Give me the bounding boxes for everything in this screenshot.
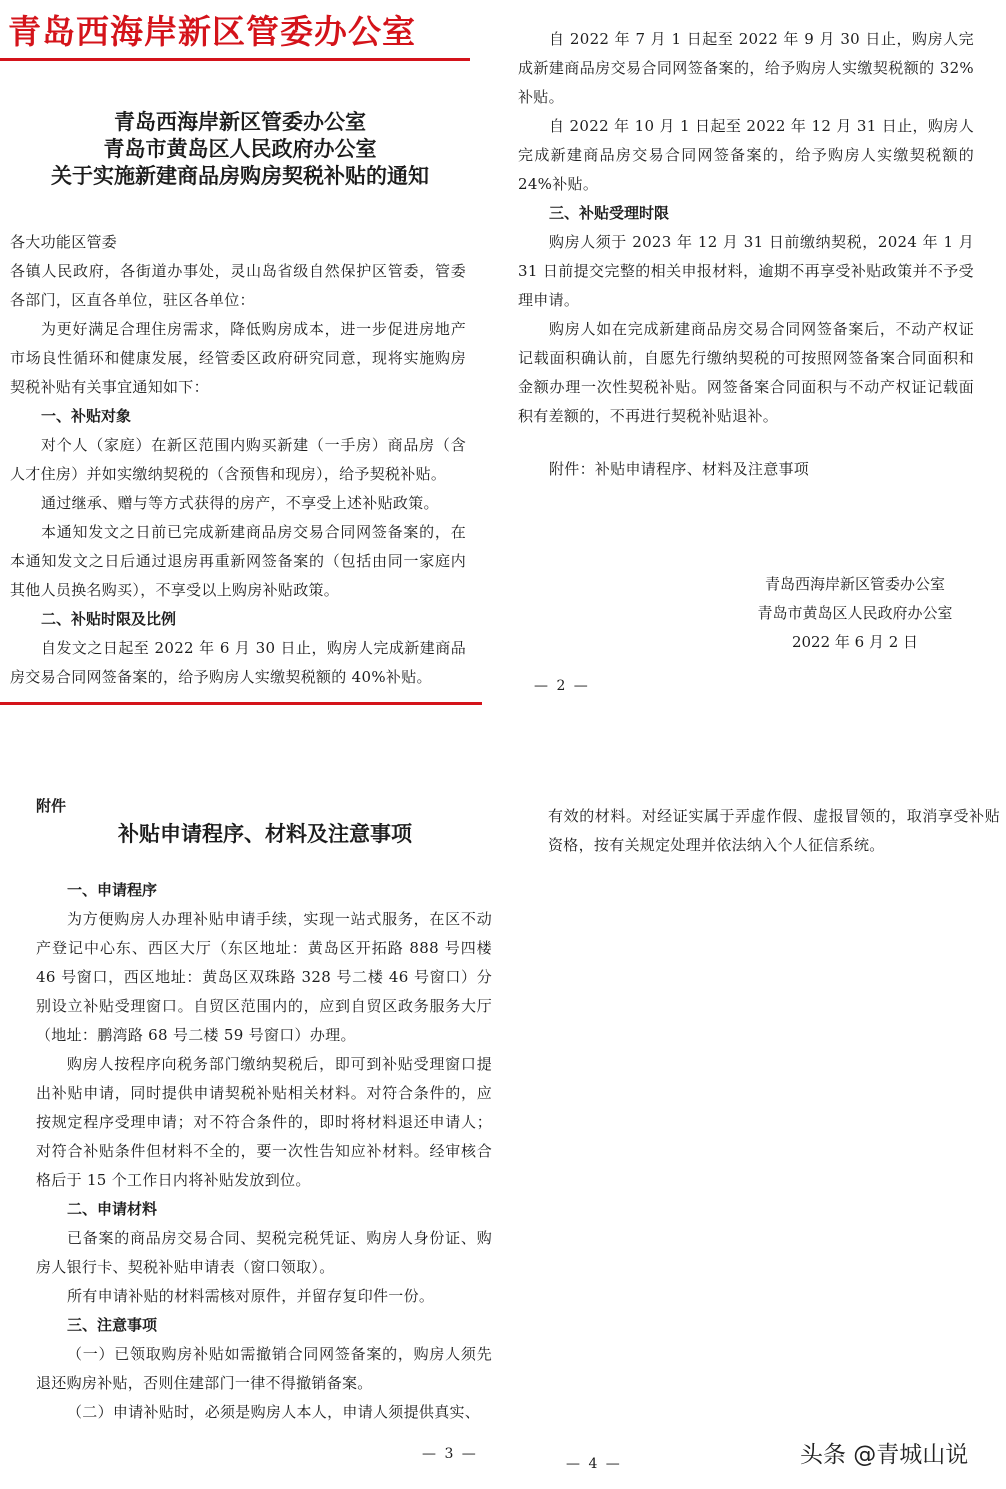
section-2-paragraph: 自 2022 年 7 月 1 日起至 2022 年 9 月 30 日止，购房人完成新建商品房交易合同网签备案的，给予购房人实缴契税额的 32%补贴。 [518, 30, 974, 106]
section-1-paragraph: 本通知发文之日前已完成新建商品房交易合同网签备案的，在本通知发文之日后通过退房再重新网签备案的（包括由同一家庭内其他人员换名购买），不享受以上购房补贴政策。 [10, 523, 466, 599]
notes-paragraph: （一）已领取购房补贴如需撤销合同网签备案的，购房人须先退还购房补贴，否则住建部门一律不得撤销备案。 [36, 1345, 492, 1392]
title-line-2: 青岛市黄岛区人民政府办公室 [103, 136, 377, 161]
title-line-1: 青岛西海岸新区管委办公室 [114, 109, 366, 134]
red-header-rule [0, 58, 470, 61]
intro-paragraph: 为更好满足合理住房需求，降低购房成本，进一步促进房地产市场良性循环和健康发展，经管委区政府研究同意，现将实施购房契税补贴有关事宜通知如下： [10, 320, 466, 396]
notes-title: 三、注意事项 [67, 1316, 158, 1334]
signer-1: 青岛西海岸新区管委办公室 [764, 575, 945, 593]
section-2-paragraph: 自发文之日起至 2022 年 6 月 30 日止，购房人完成新建商品房交易合同网签备案的，给予购房人实缴契税额的 40%补贴。 [10, 639, 466, 686]
section-2-paragraph: 自 2022 年 10 月 1 日起至 2022 年 12 月 31 日止，购房人完成新建商品房交易合同网签备案的，给予购房人实缴契税额的 24%补贴。 [518, 117, 974, 193]
section-1-paragraph: 通过继承、赠与等方式获得的房产，不享受上述补贴政策。 [41, 494, 439, 512]
page-number: — 4 — [566, 1456, 622, 1472]
materials-paragraph: 已备案的商品房交易合同、契税完税凭证、购房人身份证、购房人银行卡、契税补贴申请表（窗口领取）。 [36, 1229, 492, 1276]
sign-date: 2022 年 6 月 2 日 [791, 633, 919, 651]
document-title [20, 108, 460, 189]
red-header-title: 青岛西海岸新区管委办公室 [8, 12, 416, 51]
section-3-paragraph: 购房人须于 2023 年 12 月 31 日前缴纳契税，2024 年 1 月 31 日前提交完整的相关申报材料，逾期不再享受补贴政策并不予受理申请。 [518, 233, 974, 309]
notes-paragraph: （二）申请补贴时，必须是购房人本人，申请人须提供真实、 [67, 1403, 481, 1421]
section-1-title: 一、补贴对象 [41, 407, 132, 425]
section-3-title: 三、补贴受理时限 [549, 204, 670, 222]
notice-body-left [10, 228, 466, 692]
attachment-title: 补贴申请程序、材料及注意事项 [118, 821, 412, 846]
recipient-line-1: 各大功能区管委 [10, 233, 118, 251]
attachment-label: 附件 [36, 797, 67, 815]
procedure-title: 一、申请程序 [67, 881, 158, 899]
signer-2: 青岛市黄岛区人民政府办公室 [757, 604, 953, 622]
attachment-line: 附件：补贴申请程序、材料及注意事项 [549, 460, 810, 478]
signature-block [730, 570, 980, 657]
attachment-body [36, 876, 492, 1427]
section-2-title: 二、补贴时限及比例 [41, 610, 177, 628]
materials-title: 二、申请材料 [67, 1200, 158, 1218]
section-3-paragraph: 购房人如在完成新建商品房交易合同网签备案后，不动产权证记载面积确认前，自愿先行缴纳契税的可按照网签备案合同面积和金额办理一次性契税补贴。网签备案合同面积与不动产权证记载面积有差额的，不再进行契税补贴退补。 [518, 320, 974, 425]
section-1-paragraph: 对个人（家庭）在新区范围内购买新建（一手房）商品房（含人才住房）并如实缴纳契税的（含预售和现房），给予契税补贴。 [10, 436, 466, 483]
title-line-3: 关于实施新建商品房购房契税补贴的通知 [51, 163, 429, 188]
watermark-text: 头条 @青城山说 [800, 1442, 969, 1468]
recipient-line-2: 各镇人民政府，各街道办事处，灵山岛省级自然保护区管委，管委各部门，区直各单位，驻区各单位： [10, 262, 466, 309]
page-number: — 2 — [534, 678, 590, 694]
procedure-paragraph: 为方便购房人办理补贴申请手续，实现一站式服务，在区不动产登记中心东、西区大厅（东区地址：黄岛区开拓路 888 号四楼 46 号窗口，西区地址：黄岛区双珠路 328 号二楼 46 号窗口）分别设立补贴受理窗口。自贸区范围内的，应到自贸区政务服务大厅（地址：鹏湾路 68 号二楼 59 号窗口）办理。 [36, 910, 492, 1044]
page-divider-rule [0, 702, 482, 705]
materials-paragraph: 所有申请补贴的材料需核对原件，并留存复印件一份。 [67, 1287, 435, 1305]
page-4-paragraph: 有效的材料。对经证实属于弄虚作假、虚报冒领的，取消享受补贴资格，按有关规定处理并依法纳入个人征信系统。 [548, 807, 1000, 854]
page-number: — 3 — [422, 1446, 478, 1462]
procedure-paragraph: 购房人按程序向税务部门缴纳契税后，即可到补贴受理窗口提出补贴申请，同时提供申请契税补贴相关材料。对符合条件的，应按规定程序受理申请；对不符合条件的，即时将材料退还申请人；对符合补贴条件但材料不全的，要一次性告知应补材料。经审核合格后于 15 个工作日内将补贴发放到位。 [36, 1055, 492, 1189]
notice-body-right [518, 25, 974, 431]
